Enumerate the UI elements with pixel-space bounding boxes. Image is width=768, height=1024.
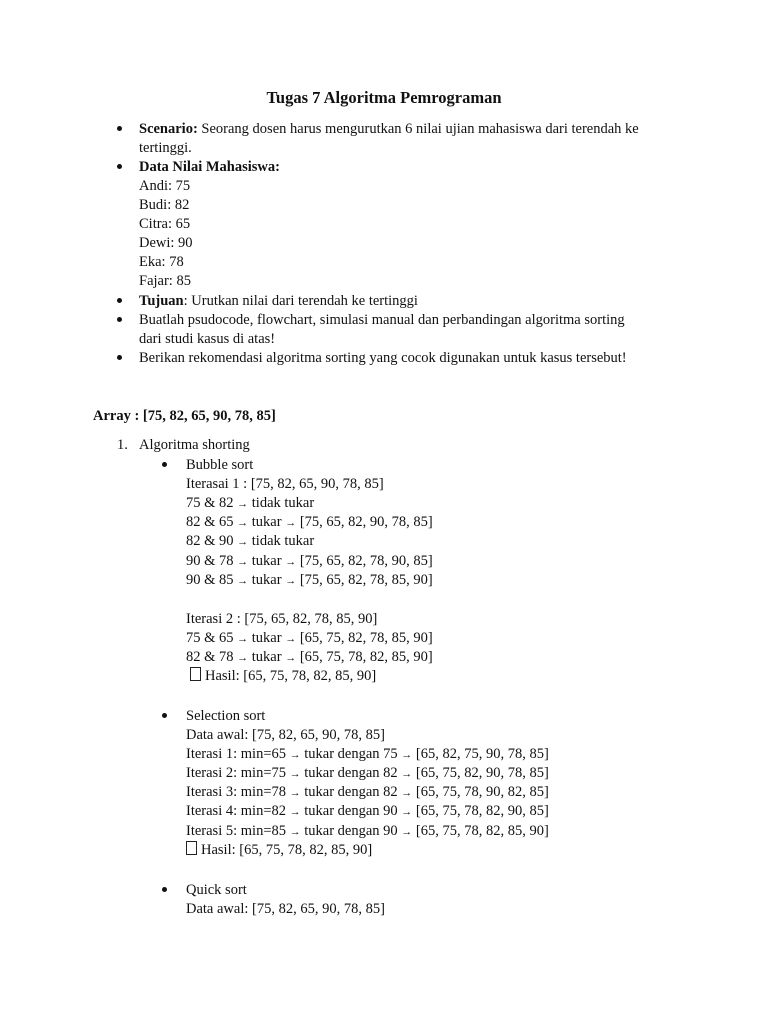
arrow-icon: →: [401, 749, 413, 761]
arrow-icon: →: [401, 787, 413, 799]
arrow-icon: →: [237, 556, 249, 568]
arrow-icon: →: [237, 633, 249, 645]
bullet-icon: [162, 887, 167, 892]
tujuan-text: : Urutkan nilai dari terendah ke tertinggi: [183, 293, 418, 309]
scenario-text-cont: tertinggi.: [139, 140, 192, 156]
bullet-icon: [162, 713, 167, 718]
scenario-label: Scenario:: [139, 121, 198, 137]
selection-step: Iterasi 2: min=75 → tukar dengan 82 → [65, 75, 82, 90, 78, 85]: [186, 765, 549, 781]
arrow-icon: →: [401, 806, 413, 818]
selection-step: Iterasi 4: min=82 → tukar dengan 90 → [65, 75, 78, 82, 90, 85]: [186, 803, 549, 819]
student-item: Eka: 78: [139, 254, 184, 270]
bullet-icon: [117, 164, 122, 169]
student-item: Fajar: 85: [139, 273, 191, 289]
missing-glyph-icon: [190, 667, 201, 681]
arrow-icon: →: [237, 517, 249, 529]
selection-sort-name: Selection sort: [186, 708, 266, 724]
student-item: Budi: 82: [139, 197, 190, 213]
quick-sort-name: Quick sort: [186, 882, 247, 898]
arrow-icon: →: [285, 633, 297, 645]
bubble-step: 82 & 90 → tidak tukar: [186, 533, 315, 549]
arrow-icon: →: [289, 749, 301, 761]
arrow-icon: →: [289, 806, 301, 818]
section-number: 1.: [117, 437, 128, 453]
student-item: Citra: 65: [139, 216, 191, 232]
bubble-step: 90 & 85 → tukar → [75, 65, 82, 78, 85, 90]: [186, 572, 433, 588]
bullet-icon: [117, 126, 122, 131]
bubble-iter2-header: Iterasi 2 : [75, 65, 82, 78, 85, 90]: [186, 611, 378, 627]
arrow-icon: →: [285, 556, 297, 568]
bubble-step: 90 & 78 → tukar → [75, 65, 82, 78, 90, 85]: [186, 553, 433, 569]
arrow-icon: →: [237, 652, 249, 664]
bullet-icon: [117, 298, 122, 303]
arrow-icon: →: [237, 536, 249, 548]
arrow-icon: →: [289, 826, 301, 838]
bubble-step: 75 & 65 → tukar → [65, 75, 82, 78, 85, 90]: [186, 630, 433, 646]
arrow-icon: →: [237, 575, 249, 587]
task2-text: Berikan rekomendasi algoritma sorting yang cocok digunakan untuk kasus tersebut!: [139, 350, 627, 366]
quick-data-awal: Data awal: [75, 82, 65, 90, 78, 85]: [186, 901, 385, 917]
tujuan-line: [139, 292, 418, 311]
bubble-iter1-header: Iterasai 1 : [75, 82, 65, 90, 78, 85]: [186, 476, 384, 492]
selection-step: Iterasi 1: min=65 → tukar dengan 75 → [65, 82, 75, 90, 78, 85]: [186, 746, 549, 762]
arrow-icon: →: [237, 498, 249, 510]
selection-step: Iterasi 5: min=85 → tukar dengan 90 → [65, 75, 78, 82, 85, 90]: [186, 823, 549, 839]
bubble-sort-name: Bubble sort: [186, 457, 254, 473]
selection-result: Hasil: [65, 75, 78, 82, 85, 90]: [186, 841, 372, 860]
student-item: Dewi: 90: [139, 235, 193, 251]
bullet-icon: [162, 462, 167, 467]
scenario-text: Seorang dosen harus mengurutkan 6 nilai ujian mahasiswa dari terendah ke: [197, 121, 639, 137]
selection-data-awal: Data awal: [75, 82, 65, 90, 78, 85]: [186, 727, 385, 743]
bubble-step: 75 & 82 → tidak tukar: [186, 495, 315, 511]
arrow-icon: →: [289, 768, 301, 780]
missing-glyph-icon: [186, 841, 197, 855]
bullet-icon: [117, 317, 122, 322]
page-title: Tugas 7 Algoritma Pemrograman: [266, 88, 502, 107]
task1-text: Buatlah psudocode, flowchart, simulasi manual dan perbandingan algoritma sorting: [139, 312, 625, 328]
section-label: Algoritma shorting: [139, 437, 250, 453]
bubble-step: 82 & 78 → tukar → [65, 75, 78, 82, 85, 90]: [186, 649, 433, 665]
bubble-result: Hasil: [65, 75, 78, 82, 85, 90]: [190, 667, 376, 686]
arrow-icon: →: [289, 787, 301, 799]
arrow-icon: →: [285, 517, 297, 529]
data-label: Data Nilai Mahasiswa:: [139, 159, 280, 175]
student-item: Andi: 75: [139, 178, 191, 194]
selection-step: Iterasi 3: min=78 → tukar dengan 82 → [65, 75, 78, 90, 82, 85]: [186, 784, 549, 800]
array-heading: Array : [75, 82, 65, 90, 78, 85]: [93, 408, 276, 424]
bullet-icon: [117, 355, 122, 360]
arrow-icon: →: [401, 768, 413, 780]
scenario-line: [139, 120, 639, 139]
arrow-icon: →: [285, 652, 297, 664]
arrow-icon: →: [285, 575, 297, 587]
task1-text-cont: dari studi kasus di atas!: [139, 331, 276, 347]
bubble-step: 82 & 65 → tukar → [75, 65, 82, 90, 78, 85]: [186, 514, 433, 530]
tujuan-label: Tujuan: [139, 293, 184, 309]
arrow-icon: →: [401, 826, 413, 838]
